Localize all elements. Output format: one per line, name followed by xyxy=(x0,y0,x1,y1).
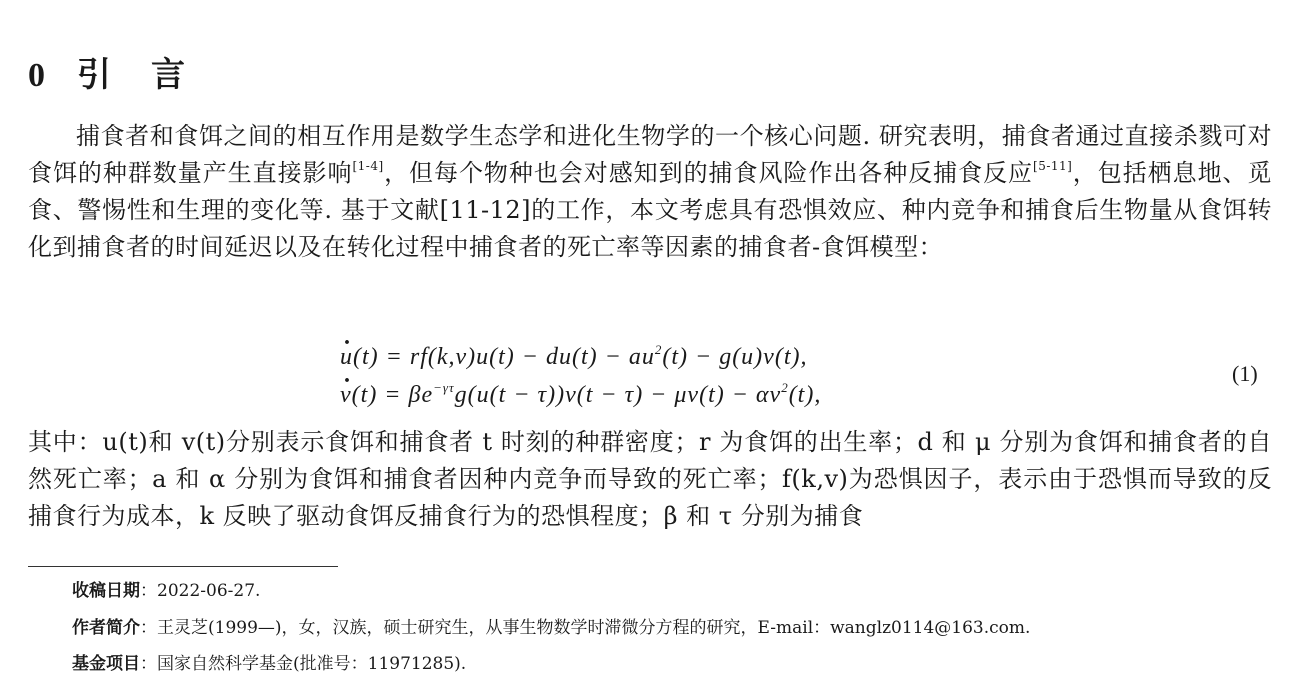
section-heading xyxy=(28,52,185,99)
fund-value: ：国家自然科学基金(批准号：11971285). xyxy=(140,654,467,674)
footnote-author xyxy=(72,615,1030,641)
author-label: 作者简介 xyxy=(72,618,140,638)
equation-line-1-sup: 2 xyxy=(654,342,663,357)
footnote-fund xyxy=(72,651,466,677)
equation-line-1 xyxy=(340,342,807,371)
received-value: ：2022-06-27. xyxy=(140,581,261,601)
section-number: 0 xyxy=(28,57,45,94)
explanation-paragraph: 其中：u(t)和 v(t)分别表示食饵和捕食者 t 时刻的种群密度；r 为食饵的出生率；d 和 μ 分别为食饵和捕食者的自然死亡率；a 和 α 分别为食饵和捕食者因种内竞争而导致的死亡率；f(k,v)为恐惧因子，表示由于恐惧而导致的反捕食行为成本，k 反映了驱动食饵反捕食行为的恐惧程度；β 和 τ 分别为捕食 xyxy=(28,428,1272,530)
intro-paragraph xyxy=(28,118,1272,266)
equation-line-1-part-a: (t) = rf(k,v)u(t) − du(t) − au xyxy=(353,344,655,370)
equation-number: (1) xyxy=(1232,361,1258,386)
equation-line-2-sup: −γτ xyxy=(433,380,455,395)
equation-line-2-sup-2: 2 xyxy=(781,380,789,395)
footnote-received xyxy=(72,578,260,604)
equation-line-2-part-b: g(u(t − τ))v(t − τ) − μv(t) − αv xyxy=(454,382,782,408)
citation-2: [5-11] xyxy=(1033,159,1073,173)
footnote-rule xyxy=(28,566,338,567)
intro-text-3: ，包括栖息地、觅食、警惕性和生理的变化等. 基于文献[11-12]的工作，本文考虑具有恐惧效应、种内竞争和捕食后生物量从食饵转化到捕食者的时间延迟以及在转化过程中捕食者的死亡率等因素的捕食者-食饵模型： xyxy=(28,159,1273,261)
section-title-char-1: 引 xyxy=(77,55,111,95)
u-dot: · u xyxy=(340,344,353,371)
equation-line-2-part-c: (t), xyxy=(788,382,822,408)
intro-text-2: ，但每个物种也会对感知到的捕食风险作出各种反捕食反应 xyxy=(383,159,1034,187)
equation-line-1-part-b: (t) − g(u)v(t), xyxy=(662,344,808,370)
v-dot: · v xyxy=(340,382,352,409)
section-title-char-2: 言 xyxy=(151,55,185,95)
intro-text-1: 捕食者和食饵之间的相互作用是数学生态学和进化生物学的一个核心问题. 研究表明，捕食者通过直接杀戮可对食饵的种群数量产生直接影响 xyxy=(28,122,1272,187)
equation-line-2-part-a: (t) = βe xyxy=(351,382,434,408)
equation-line-2 xyxy=(340,380,821,409)
author-value: ：王灵芝(1999—)，女，汉族，硕士研究生，从事生物数学时滞微分方程的研究，E-mail：wanglz0114@163.com. xyxy=(140,618,1031,638)
fund-label: 基金项目 xyxy=(72,654,140,674)
citation-1: [1-4] xyxy=(352,159,384,173)
received-label: 收稿日期 xyxy=(72,581,140,601)
